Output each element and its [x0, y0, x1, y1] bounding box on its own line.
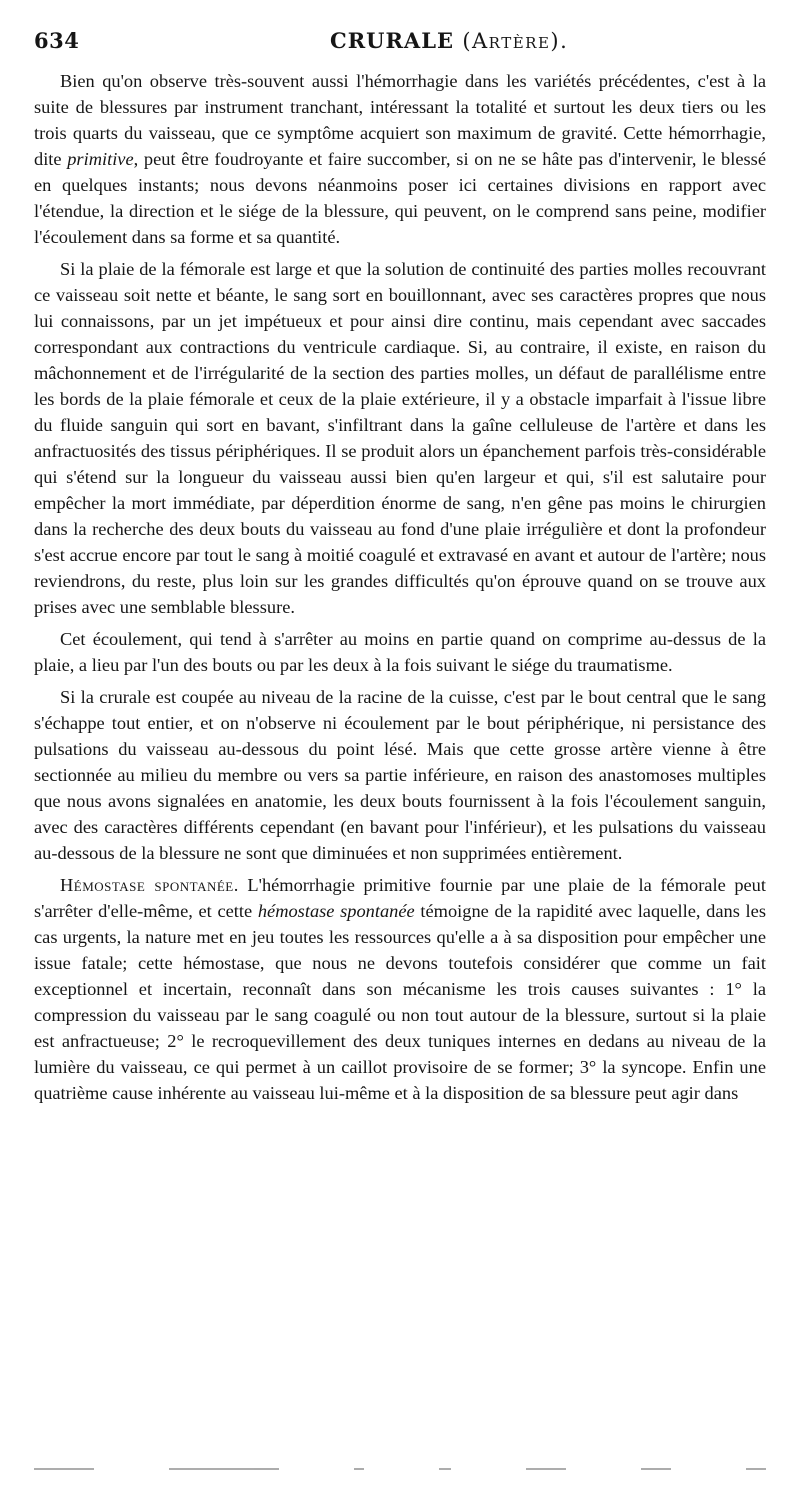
artifact-mark — [439, 1468, 451, 1470]
paragraph-5 — [34, 872, 766, 1106]
paragraph-3: Cet écoulement, qui tend à s'arrêter au moins en partie quand on comprime au-dessus de la plaie, a lieu par l'un des bouts ou par les deux à la fois suivant le siége du traumatisme. — [34, 629, 766, 675]
paragraph-5-text: L'hémorrhagie primitive fournie par une plaie de la fémorale peut s'arrêter d'elle-même, et cette — [34, 875, 766, 921]
running-title-sub: (Artère). — [462, 29, 569, 53]
section-heading: Hémostase spontanée. — [60, 875, 239, 895]
running-head — [34, 28, 766, 58]
artifact-mark — [354, 1468, 364, 1470]
running-title-main: CRURALE — [330, 28, 454, 53]
paragraph-1 — [34, 68, 766, 250]
running-title — [330, 28, 568, 53]
paragraph-5-emphasis: hémostase spontanée — [257, 901, 415, 921]
paragraph-1-emphasis: primitive — [67, 149, 134, 169]
paragraph-4: Si la crurale est coupée au niveau de la racine de la cuisse, c'est par le bout central que le sang s'échappe tout entier, et on n'observe ni écoulement par le bout périphérique, ni persistance des pulsations du vaisseau au-dessous du point lésé. Mais que cette grosse artère vienne à être sectionnée au milieu du membre ou vers sa partie inférieure, en raison des anastomoses multiples que nous avons signalées en anatomie, les deux bouts fournissent à la fois l'écoulement sanguin, avec des caractères différents cependant (en bavant pour l'inférieur), et les pulsations du vaisseau au-dessous de la blessure ne sont que diminuées et non supprimées entièrement. — [34, 687, 766, 863]
artifact-mark — [746, 1468, 766, 1470]
paragraph-5-text-after: témoigne de la rapidité avec laquelle, dans les cas urgents, la nature met en jeu toutes les ressources qu'elle a à sa disposition pour empêcher une issue fatale; cette hémostase, que nous ne devons toutefois considérer que comme un fait exceptionnel et incertain, reconnaît dans son mécanisme les trois causes suivantes : 1° la compression du vaisseau par le sang coagulé ou non tout autour de la blessure, surtout si la plaie est anfractueuse; 2° le recroquevillement des deux tuniques internes en dedans au niveau de la lumière du vaisseau, ce qui permet à un caillot provisoire de se former; 3° la syncope. Enfin une quatrième cause inhérente au vaisseau lui-même et à la disposition de sa blessure peut agir dans — [34, 901, 766, 1103]
paragraph-2: Si la plaie de la fémorale est large et que la solution de continuité des parties molles recouvrant ce vaisseau soit nette et béante, le sang sort en bouillonnant, avec ses caractères propres que nous lui connaissons, par un jet impétueux et pour ainsi dire continu, mais cependant avec saccades correspondant aux contractions du ventricule cardiaque. Si, au contraire, il existe, en raison du mâchonnement et de l'irrégularité de la section des parties molles, un défaut de parallélisme entre les bords de la plaie fémorale et ceux de la plaie extérieure, il y a obstacle imparfait à l'issue libre du fluide sanguin qui sort en bavant, s'infiltrant dans la gaîne celluleuse de l'artère et dans les anfractuosités des tissus périphériques. Il se produit alors un épanchement parfois très-considérable qui s'étend sur la longueur du vaisseau aussi bien qu'en largeur et qui, s'il est salutaire pour empêcher la mort immédiate, par déperdition énorme de sang, n'en gêne pas moins le chirurgien dans la recherche des deux bouts du vaisseau au fond d'une plaie irrégulière et dont la profondeur s'est accrue encore par tout le sang à moitié coagulé et extravasé en avant et autour de l'artère; nous reviendrons, du reste, plus loin sur les grandes difficultés qu'on éprouve quand on se trouve aux prises avec une semblable blessure. — [34, 259, 766, 617]
body-text — [34, 68, 766, 1106]
page-number: 634 — [34, 28, 80, 53]
paragraph-1-text: Bien qu'on observe très-souvent aussi l'hémorrhagie dans les variétés précédentes, c'est à la suite de blessures par instrument tranchant, intéressant la totalité et surtout les deux tiers ou les trois quarts du vaisseau, que ce symptôme acquiert son maximum de gravité. Cette hémorrhagie, dite — [34, 71, 766, 169]
artifact-mark — [34, 1468, 94, 1470]
bleed-through-artifact — [34, 1466, 766, 1472]
artifact-mark — [526, 1468, 566, 1470]
artifact-mark — [641, 1468, 671, 1470]
paragraph-1-text-after: , peut être foudroyante et faire succomber, si on ne se hâte pas d'intervenir, le blessé en quelques instants; nous devons néanmoins poser ici certaines divisions en rapport avec l'étendue, la direction et le siége de la blessure, qui peuvent, on le comprend sans peine, modifier l'écoulement dans sa forme et sa quantité. — [34, 149, 766, 247]
artifact-mark — [169, 1468, 279, 1470]
